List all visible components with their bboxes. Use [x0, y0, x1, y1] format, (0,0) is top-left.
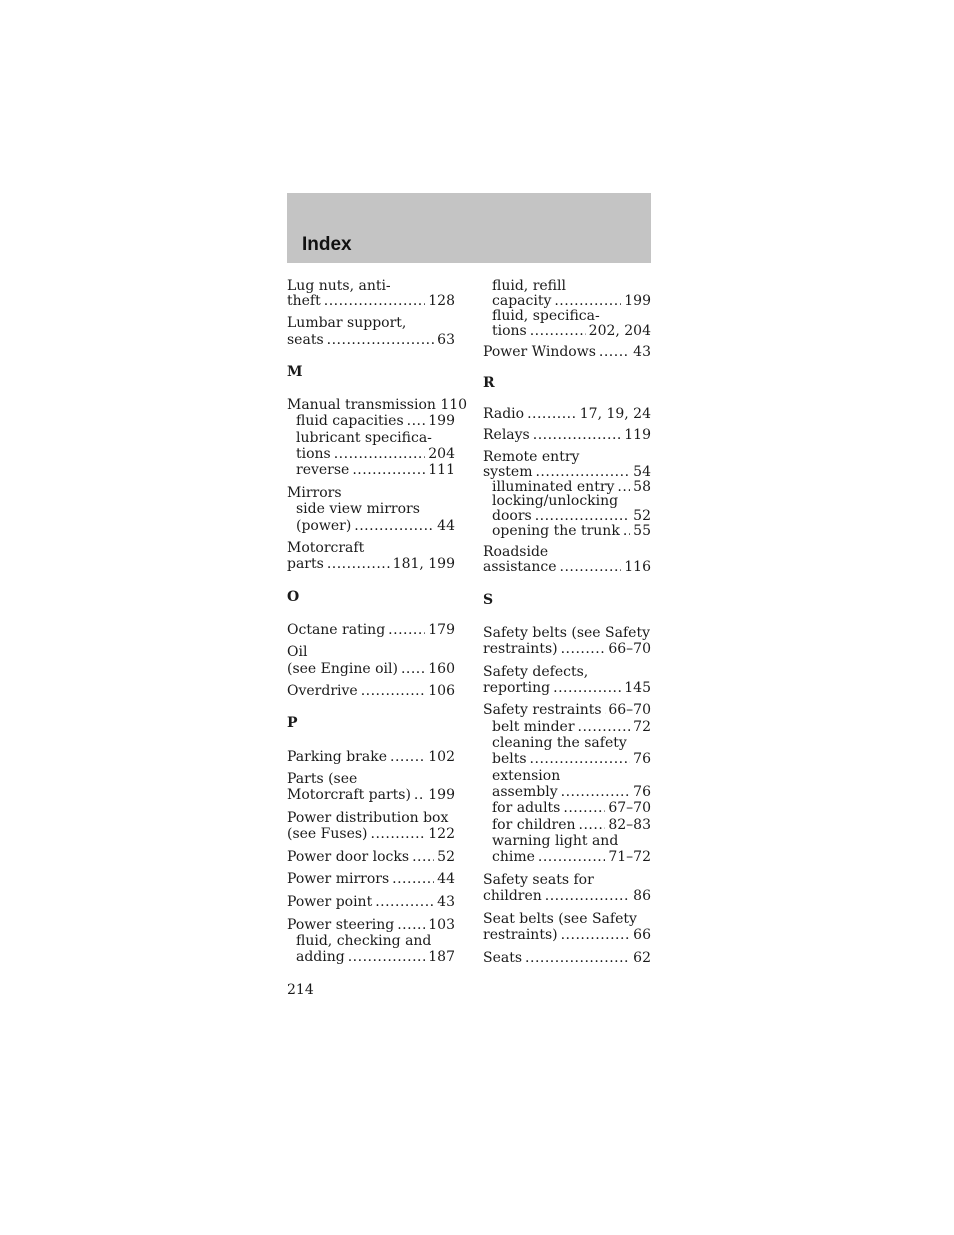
index-entry-line	[492, 523, 651, 540]
index-entry-line	[492, 323, 651, 340]
index-entry-text: adding	[296, 949, 345, 965]
leader-dots	[361, 683, 426, 700]
index-entry-text: Roadside	[483, 544, 549, 560]
index-entry-text: fluid capacities	[296, 413, 404, 429]
index-entry-line	[483, 702, 651, 719]
index-entry-text: S	[483, 592, 494, 608]
leader-dots	[327, 556, 390, 573]
index-entry-line	[287, 683, 455, 700]
index-entry-line	[296, 501, 455, 518]
index-entry-text: assistance	[483, 559, 557, 575]
leader-dots	[525, 950, 630, 967]
index-entry-line	[492, 800, 651, 817]
index-entry-line	[287, 315, 455, 332]
index-entry-line	[483, 950, 651, 967]
index-entry-text: reverse	[296, 462, 350, 478]
index-entry-line	[296, 933, 455, 950]
index-entry-text: Seat belts (see Safety	[483, 911, 637, 927]
leader-dots	[561, 927, 631, 944]
leader-dots	[545, 888, 630, 905]
index-page-ref: 67–70	[608, 800, 651, 816]
index-entry-line	[483, 427, 651, 444]
index-page-ref: 52	[633, 508, 651, 524]
index-entry-text: seats	[287, 332, 324, 348]
index-entry-text: locking/unlocking	[492, 493, 619, 509]
leader-dots	[397, 917, 425, 934]
index-entry-line	[296, 413, 455, 430]
index-entry-text: reporting	[483, 680, 551, 696]
index-page-ref: 181, 199	[392, 556, 455, 572]
leader-dots	[354, 518, 434, 535]
index-page-ref: 204	[428, 446, 455, 462]
index-entry-line	[287, 894, 455, 911]
index-entry-text: Oil	[287, 644, 308, 660]
index-entry-text: Power mirrors	[287, 871, 390, 887]
index-page-ref: 55	[633, 523, 651, 539]
index-page-ref: 58	[633, 479, 651, 495]
index-entry-text: restraints)	[483, 927, 558, 943]
index-page-ref: 86	[633, 888, 651, 904]
index-page-ref: 199	[428, 413, 455, 429]
leader-dots	[530, 323, 586, 340]
index-entry-line	[483, 559, 651, 576]
index-page-ref: 202, 204	[588, 323, 651, 339]
index-page-ref: 43	[437, 894, 455, 910]
index-page-ref: 76	[633, 784, 651, 800]
leader-dots	[352, 462, 425, 479]
index-page-ref: 82–83	[608, 817, 651, 833]
index-entry-text: fluid, checking and	[296, 933, 432, 949]
index-entry-line	[492, 751, 651, 768]
index-entry-line	[287, 871, 455, 888]
index-page-ref: 119	[624, 427, 651, 443]
index-page-ref: 62	[633, 950, 651, 966]
index-entry-line	[287, 397, 468, 414]
index-entry-text: Power door locks	[287, 849, 410, 865]
index-entry-text: doors	[492, 508, 532, 524]
leader-dots	[553, 680, 621, 697]
index-entry-text: parts	[287, 556, 324, 572]
index-entry-text: theft	[287, 293, 321, 309]
index-entry-line	[492, 817, 651, 834]
index-entry-line	[287, 661, 455, 678]
index-entry-line	[483, 680, 651, 697]
index-entry-text: belts	[492, 751, 527, 767]
index-entry-text: (power)	[296, 518, 352, 534]
index-entry-text: assembly	[492, 784, 558, 800]
index-entry-line	[483, 344, 651, 361]
index-entry-line	[492, 784, 651, 801]
index-entry-text: Overdrive	[287, 683, 358, 699]
index-entry-text: Seats	[483, 950, 523, 966]
leader-dots	[348, 949, 426, 966]
index-entry-text: cleaning the safety	[492, 735, 627, 751]
index-entry-line	[287, 622, 455, 639]
index-entry-text: Motorcraft parts)	[287, 787, 411, 803]
index-page-ref: 106	[428, 683, 455, 699]
index-entry-text: Motorcraft	[287, 540, 365, 556]
index-section-letter	[287, 589, 455, 606]
index-entry-line	[296, 518, 455, 535]
index-page-ref: 63	[437, 332, 455, 348]
index-entry-text: Safety seats for	[483, 872, 594, 888]
index-page-ref: 199	[624, 293, 651, 309]
index-entry-line	[287, 540, 455, 557]
index-entry-text: M	[287, 364, 303, 380]
index-entry-text: fluid, refill	[492, 278, 566, 294]
index-entry-line	[287, 917, 455, 934]
index-section-letter	[287, 364, 455, 381]
leader-dots	[324, 293, 426, 310]
index-entry-text: opening the trunk	[492, 523, 620, 539]
index-entry-line	[287, 810, 455, 827]
leader-dots	[327, 332, 435, 349]
index-entry-line	[492, 719, 651, 736]
leader-dots	[392, 871, 434, 888]
index-page-ref: 66–70	[608, 702, 651, 718]
index-entry-text: Parking brake	[287, 749, 387, 765]
index-entry-text: O	[287, 589, 300, 605]
index-entry-text: Remote entry	[483, 449, 580, 465]
index-entry-text: Lug nuts, anti-	[287, 278, 391, 294]
index-entry-text: belt minder	[492, 719, 575, 735]
leader-dots	[371, 826, 426, 843]
leader-dots	[390, 749, 425, 766]
index-page-ref: 76	[633, 751, 651, 767]
index-section-letter	[287, 715, 455, 732]
leader-dots	[578, 719, 631, 736]
index-entry-text: illuminated entry	[492, 479, 615, 495]
leader-dots	[623, 523, 630, 540]
index-entry-line	[296, 430, 455, 447]
index-entry-line	[492, 735, 651, 752]
index-entry-line	[483, 406, 651, 423]
index-entry-line	[287, 749, 455, 766]
index-entry-text: restraints)	[483, 641, 558, 657]
index-entry-line	[287, 644, 455, 661]
index-entry-line	[287, 771, 455, 788]
index-entry-text: tions	[492, 323, 527, 339]
index-page-ref: 103	[428, 917, 455, 933]
index-entry-line	[287, 332, 455, 349]
index-entry-text: Power distribution box	[287, 810, 449, 826]
index-entry-line	[287, 293, 455, 310]
index-entry-line	[483, 872, 651, 889]
index-entry-text: Radio	[483, 406, 525, 422]
leader-dots	[538, 849, 605, 866]
index-entry-text: Octane rating	[287, 622, 386, 638]
index-entry-text: warning light and	[492, 833, 619, 849]
index-entry-line	[483, 888, 651, 905]
index-page-ref: 72	[633, 719, 651, 735]
index-page-ref: 17, 19, 24	[579, 406, 651, 422]
index-page-ref: 122	[428, 826, 455, 842]
index-entry-text: Parts (see	[287, 771, 358, 787]
index-entry-text: extension	[492, 768, 561, 784]
index-page-ref: 66	[633, 927, 651, 943]
index-entry-line	[287, 485, 455, 502]
index-entry-text: Power steering	[287, 917, 395, 933]
index-entry-line	[483, 911, 651, 928]
index-page-ref: 116	[624, 559, 651, 575]
index-entry-text: Safety restraints	[483, 702, 602, 718]
leader-dots	[599, 344, 630, 361]
index-page-ref: 44	[437, 871, 455, 887]
index-page-ref: 71–72	[608, 849, 651, 865]
index-page-ref: 145	[624, 680, 651, 696]
index-entry-text: Lumbar support,	[287, 315, 407, 331]
index-entry-line	[483, 625, 651, 642]
index-entry-text: R	[483, 375, 495, 391]
page-title: Index	[302, 234, 352, 255]
index-page-ref: 111	[428, 462, 455, 478]
page-number: 214	[287, 982, 314, 998]
index-section-letter	[483, 375, 651, 392]
index-page-ref: 43	[633, 344, 651, 360]
index-page-ref: 187	[428, 949, 455, 965]
index-page-ref: 102	[428, 749, 455, 765]
index-entry-line	[296, 462, 455, 479]
index-entry-text: tions	[296, 446, 331, 462]
index-page-ref: 52	[437, 849, 455, 865]
index-entry-line	[492, 768, 651, 785]
index-header-banner	[287, 193, 651, 263]
leader-dots	[579, 817, 606, 834]
index-entry-line	[483, 641, 651, 658]
index-entry-text: (see Engine oil)	[287, 661, 398, 677]
index-entry-text: side view mirrors	[296, 501, 420, 517]
index-entry-text: Safety defects,	[483, 664, 589, 680]
index-entry-line	[287, 556, 455, 573]
leader-dots	[334, 446, 426, 463]
index-page-ref: 54	[633, 464, 651, 480]
index-entry-line	[296, 949, 455, 966]
leader-dots	[605, 702, 606, 719]
index-entry-line	[492, 833, 651, 850]
leader-dots	[414, 787, 425, 804]
index-page-ref: 199	[428, 787, 455, 803]
leader-dots	[561, 641, 606, 658]
leader-dots	[388, 622, 425, 639]
index-entry-line	[287, 826, 455, 843]
index-page-ref: 128	[428, 293, 455, 309]
index-entry-line	[296, 446, 455, 463]
index-entry-text: system	[483, 464, 533, 480]
index-entry-text: children	[483, 888, 542, 904]
index-entry-line	[483, 927, 651, 944]
index-page-ref: 44	[437, 518, 455, 534]
index-page-ref: 179	[428, 622, 455, 638]
index-entry-text: for children	[492, 817, 576, 833]
index-page-ref: 160	[428, 661, 455, 677]
index-entry-text: for adults	[492, 800, 561, 816]
index-entry-text: fluid, specifica-	[492, 308, 600, 324]
leader-dots	[401, 661, 425, 678]
index-entry-text: capacity	[492, 293, 552, 309]
leader-dots	[530, 751, 631, 768]
index-section-letter	[483, 592, 651, 609]
leader-dots	[407, 413, 426, 430]
leader-dots	[560, 559, 622, 576]
index-entry-text: Power Windows	[483, 344, 596, 360]
index-entry-text: Safety belts (see Safety	[483, 625, 650, 641]
index-entry-line	[492, 849, 651, 866]
index-entry-text: chime	[492, 849, 535, 865]
index-page-ref: 66–70	[608, 641, 651, 657]
leader-dots	[527, 406, 577, 423]
index-entry-text: P	[287, 715, 298, 731]
index-entry-text: (see Fuses)	[287, 826, 368, 842]
leader-dots	[533, 427, 622, 444]
index-entry-line	[483, 664, 651, 681]
index-entry-text: Manual transmission 110	[287, 397, 468, 413]
index-entry-text: Power point	[287, 894, 373, 910]
leader-dots	[375, 894, 434, 911]
index-entry-text: lubricant specifica-	[296, 430, 432, 446]
leader-dots	[412, 849, 434, 866]
index-entry-text: Relays	[483, 427, 530, 443]
index-entry-text: Mirrors	[287, 485, 342, 501]
leader-dots	[561, 784, 631, 801]
index-entry-line	[287, 849, 455, 866]
index-entry-line	[287, 787, 455, 804]
leader-dots	[563, 800, 605, 817]
